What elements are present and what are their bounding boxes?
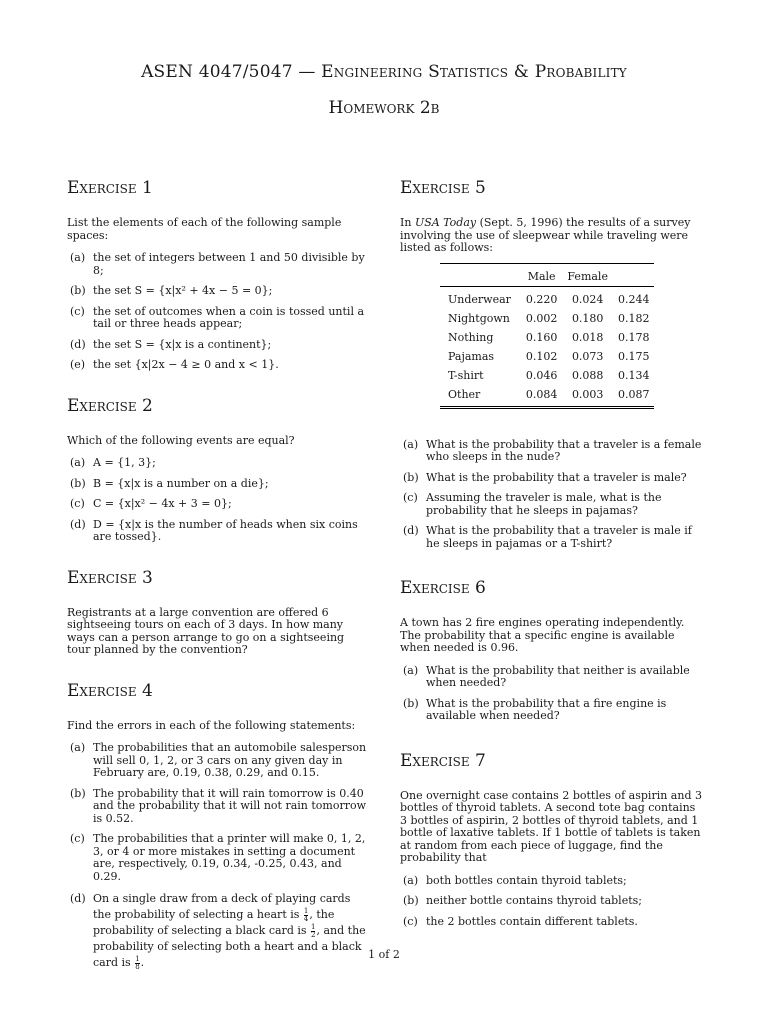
fraction-denominator: 2 — [311, 930, 316, 939]
item-text: , the probability of selecting a black card is — [93, 908, 335, 937]
list-item — [67, 788, 367, 826]
table-cell: 0.175 — [617, 349, 650, 363]
item-label: (a) — [403, 873, 419, 887]
item-label: (a) — [403, 437, 419, 451]
item-label: (b) — [70, 284, 86, 297]
exercise-heading: Exercise 2 — [67, 395, 153, 416]
exercise-heading: Exercise 7 — [400, 750, 486, 771]
table-cell: 0.134 — [617, 368, 650, 382]
item-text: The probabilities that an automobile salesperson will sell 0, 1, 2, or 3 cars on any given day in February are, 0.19, 0.38, 0.29, and 0.15. — [93, 741, 367, 779]
item-label: (d) — [403, 524, 419, 537]
item-text: the set S = {x|x is a continent}; — [93, 337, 272, 351]
table-cell: 0.046 — [525, 368, 558, 382]
fraction-numerator: 1 — [303, 906, 309, 915]
list-item — [67, 285, 367, 298]
item-text: The probability that it will rain tomorrow is 0.40 and the probability that it will not rain tomorrow is 0.52. — [93, 786, 367, 825]
table-cell: T-shirt — [448, 368, 484, 382]
table-row — [440, 286, 654, 309]
exercise-6 — [400, 576, 703, 723]
intro-source: USA Today — [414, 216, 477, 229]
table-cell: 0.088 — [571, 368, 604, 382]
item-text: Assuming the traveler is male, what is the probability that he sleeps in pajamas? — [426, 491, 662, 517]
table-cell: Nothing — [448, 330, 494, 344]
item-label: (b) — [403, 470, 419, 484]
item-text: the set of outcomes when a coin is tossed until a tail or three heads appear; — [93, 304, 365, 330]
list-item — [400, 439, 703, 464]
list-item — [67, 519, 367, 544]
item-label: (e) — [70, 358, 86, 371]
table-header-cell: Female — [567, 269, 608, 283]
item-label: (a) — [70, 456, 86, 469]
table-header-cell: Male — [527, 269, 556, 283]
item-label: (d) — [70, 337, 86, 351]
table-cell: Other — [448, 387, 481, 401]
item-label: (a) — [403, 663, 419, 677]
exercise-intro: One overnight case contains 2 bottles of aspirin and 3 bottles of thyroid tablets. A second tote bag contains 3 bottles of aspirin, 2 bottles of thyroid tablets, and 1 bottle of laxative tablets. If 1 bottle of tablets is taken at random from each piece of luggage, find the probability that — [400, 788, 702, 864]
list-item — [67, 339, 367, 352]
fraction-denominator: 4 — [303, 914, 309, 923]
item-text: both bottles contain thyroid tablets; — [426, 873, 627, 887]
exercise-items — [400, 665, 703, 723]
exercise-4 — [67, 679, 367, 972]
list-item — [67, 833, 367, 883]
item-text: What is the probability that a fire engine is available when needed? — [426, 696, 667, 722]
list-item — [67, 252, 367, 277]
list-item — [400, 472, 703, 485]
table-row — [440, 385, 654, 408]
fraction-denominator: 8 — [135, 962, 140, 971]
list-item — [400, 916, 703, 929]
item-label: (d) — [70, 892, 86, 905]
exercise-heading: Exercise 5 — [400, 178, 486, 198]
table-cell: 0.024 — [571, 292, 604, 306]
item-text: the set {x|2x − 4 ≥ 0 and x < 1}. — [93, 358, 279, 371]
table-cell: Pajamas — [448, 349, 495, 363]
item-text: C = {x|x² − 4x + 3 = 0}; — [93, 497, 232, 510]
exercise-items — [67, 252, 367, 372]
table-cell: 0.102 — [525, 349, 558, 363]
item-label: (c) — [70, 304, 85, 318]
list-item — [67, 742, 367, 780]
item-label: (c) — [403, 914, 418, 928]
item-label: (a) — [70, 741, 86, 754]
item-text: The probabilities that a printer will make 0, 1, 2, 3, or 4 or more mistakes in setting a document are, respectively, 0.19, 0.34, -0.25, 0.43, and 0.29. — [93, 832, 366, 883]
fraction-numerator: 1 — [135, 954, 140, 963]
table-cell: 0.003 — [571, 387, 604, 401]
exercise-heading: Exercise 1 — [67, 178, 153, 198]
item-label: (a) — [70, 251, 86, 264]
table-row — [440, 309, 654, 328]
exercise-heading: Exercise 3 — [67, 567, 153, 588]
exercise-7 — [400, 749, 703, 929]
exercise-intro: List the elements of each of the following sample spaces: — [67, 216, 342, 242]
page-number: 1 of 2 — [368, 948, 400, 961]
exercise-3 — [67, 566, 367, 657]
table-row — [440, 328, 654, 347]
list-item — [400, 698, 703, 723]
table-header-cell — [613, 263, 655, 286]
item-text: On a single draw from a deck of playing cards the probability of selecting a heart is — [93, 892, 351, 921]
item-text: . — [140, 956, 145, 969]
table-row — [440, 347, 654, 366]
item-text: the set of integers between 1 and 50 divisible by 8; — [93, 251, 365, 277]
item-text: A = {1, 3}; — [93, 456, 156, 469]
item-text: What is the probability that a traveler is male? — [426, 470, 687, 484]
table-cell: 0.178 — [617, 330, 650, 344]
item-label: (b) — [403, 696, 419, 710]
table-cell: 0.244 — [617, 292, 650, 306]
page-subtitle: Homework 2b — [328, 98, 440, 118]
item-label: (b) — [403, 894, 419, 907]
item-label: (d) — [70, 517, 86, 531]
exercise-intro: Which of the following events are equal? — [67, 433, 295, 447]
item-text: the set S = {x|x² + 4x − 5 = 0}; — [93, 284, 273, 297]
list-item — [400, 525, 703, 550]
intro-text: (Sept. 5, 1996) the results of a survey involving the use of sleepwear while traveling were listed as follows: — [400, 216, 691, 254]
item-label: (c) — [70, 832, 85, 845]
fraction — [304, 908, 308, 923]
exercise-intro: Registrants at a large convention are offered 6 sightseeing tours on each of 3 days. In how many ways can a person arrange to go on a sightseeing tour planned by the convention? — [67, 605, 345, 656]
exercise-2 — [67, 394, 367, 544]
item-text: What is the probability that a traveler is male if he sleeps in pajamas or a T-shirt? — [426, 524, 692, 550]
item-text: , and the probability of selecting both a heart and a black card is — [93, 924, 366, 969]
table-cell: 0.084 — [525, 387, 558, 401]
table-cell: Underwear — [448, 292, 511, 306]
exercise-intro: A town has 2 fire engines operating independently. The probability that a specific engine is available when needed is 0.96. — [400, 616, 685, 654]
table-cell: 0.180 — [571, 311, 604, 325]
list-item — [67, 498, 367, 511]
list-item — [400, 665, 703, 690]
exercise-items — [400, 439, 703, 551]
item-label: (c) — [70, 497, 85, 510]
exercise-1 — [67, 176, 367, 372]
table-header-cell — [440, 263, 521, 286]
page-title: ASEN 4047/5047 — Engineering Statistics & Probability — [141, 62, 627, 82]
item-text: B = {x|x is a number on a die}; — [93, 476, 269, 490]
item-text: the 2 bottles contain different tablets. — [426, 914, 638, 928]
table-row — [440, 366, 654, 385]
left-column — [67, 176, 367, 979]
exercise-intro — [400, 217, 703, 255]
table-header-row — [440, 263, 654, 286]
exercise-heading: Exercise 6 — [400, 578, 486, 598]
item-label: (c) — [403, 491, 418, 504]
table-cell: 0.160 — [525, 330, 558, 344]
table-cell: 0.182 — [617, 311, 650, 325]
list-item — [400, 875, 703, 888]
item-text: What is the probability that a traveler is a female who sleeps in the nude? — [426, 437, 702, 463]
fraction-numerator: 1 — [311, 922, 316, 931]
item-text: D = {x|x is the number of heads when six coins are tossed}. — [93, 517, 358, 543]
item-label: (b) — [70, 476, 86, 490]
list-item — [67, 359, 367, 372]
intro-text: In — [400, 216, 415, 229]
exercise-items — [67, 742, 367, 971]
exercise-5 — [400, 176, 703, 550]
table-cell: 0.087 — [617, 387, 650, 401]
list-item — [400, 895, 703, 908]
exercise-intro: Find the errors in each of the following statements: — [67, 718, 356, 732]
table-cell: 0.073 — [571, 349, 604, 363]
table-cell: 0.018 — [571, 330, 604, 344]
table-cell: 0.002 — [525, 311, 558, 325]
list-item — [67, 306, 367, 331]
list-item — [400, 492, 703, 517]
right-column — [400, 176, 703, 936]
sleepwear-table — [440, 263, 654, 409]
table-cell: 0.220 — [525, 292, 558, 306]
list-item — [67, 478, 367, 491]
fraction — [311, 924, 315, 939]
list-item — [67, 457, 367, 470]
table-cell: Nightgown — [448, 311, 510, 325]
exercise-items — [67, 457, 367, 544]
exercise-heading: Exercise 4 — [67, 680, 153, 701]
exercise-items — [400, 875, 703, 929]
item-text: neither bottle contains thyroid tablets; — [426, 894, 642, 907]
item-text: What is the probability that neither is available when needed? — [426, 663, 690, 689]
item-label: (b) — [70, 786, 86, 800]
